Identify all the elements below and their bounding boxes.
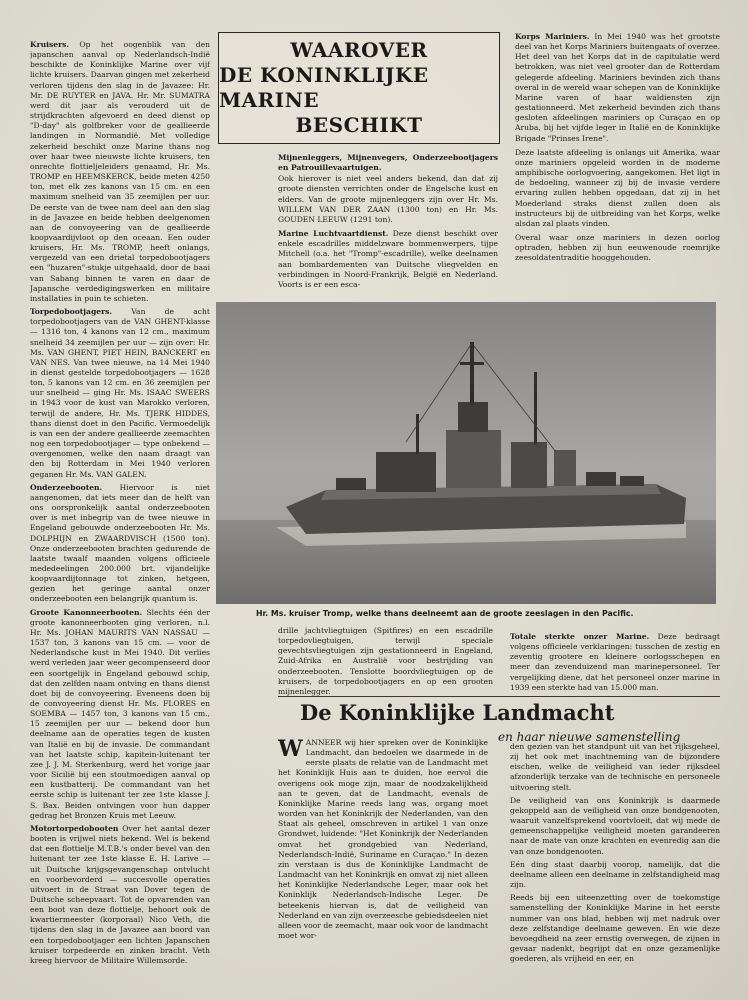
ship-photo [216,302,716,604]
heading-luchtvaartdienst: Marine Luchtvaartdienst. [278,229,389,239]
text-korps-para-2: Deze laatste afdeeling is onlangs uit Amerika, waar onze mariniers opgeleid worden in de moderne amphibische oorlogvoering, aangekomen. Het ligt in de bedoeling, wanneer zij bij de invasie verdere ervaring zullen hebben opgedaan, dat zij in het Moederland straks dienst zullen doen als instructeurs bij de uitbreiding van het Korps, welke alsdan zal plaats vinden. [515,147,720,228]
text-landmacht-para-5: Reeds bij een uiteenzetting over de toekomstige samenstelling der Koninklijke Marine in het eerste nummer van ons blad, hebben wij met nadruk over deze zelfstandige deelname geweven. En wie deze bevoegdheid na zeer ernstig overwegen, de zijnen in gevaar nadenkt, begrijpt dat en onze gezamenlijke goederen, als vrijheid en eer, en [510,893,720,964]
headline-line-2: DE KONINKLIJKE MARINE [219,63,429,112]
heading-motortorpedobooten: Motortorpedobooten [30,823,119,833]
heading-mijnenleggers: Mijnenleggers, Mijnenvegers, Onderzeebootjagers en Patrouillevaartuigen. [278,153,498,173]
column-marine-right-bottom [510,632,720,694]
text-totale-sterkte: Deze bedraagt volgens officieele verklaringen: tusschen de zestig en zeventig grootere en kleinere oorlogsschepen en meer dan zevenduizend man marinepersoneel. Ter vergelijking diene, dat het personeel onzer marine in 1939 een sterkte had van 15.000 man. [510,632,720,692]
heading-onderzeebooten: Onderzeebooten. [30,482,103,492]
heading-kruisers: Kruisers. [30,40,70,49]
column-marine-middle-bottom [278,626,493,698]
text-landmacht-para-3: De veiligheid van ons Koninkrijk is daarmede gekoppeld aan de veiligheid van onze bondgenooten, waaruit vanzelfsprekend voortvloeit, dat wij mede de gemeenschappelijke veiligheid moeten garandeeren naar de mate van onze krachten en evenredig aan die van onze bondgenooten. [510,795,720,856]
column-marine-middle-top [278,153,498,293]
headline-line-1: WAAROVER [290,38,428,62]
column-marine-left [30,40,210,995]
landmacht-headline: De Koninklijke Landmacht [300,700,615,725]
landmacht-subheadline: en haar nieuwe samenstelling [498,730,681,744]
main-headline-box [218,32,500,144]
text-kanonneerbooten: Slechts één der groote kanonneerbooten ging verloren, n.l. Hr. Ms. JOHAN MAURITS VAN NASSAU — 1537 ton, 3 kanons van 15 cm. — voor de Nederlandsche kust in Mei 1940. Dit verlies werd verleden jaar weer gecompenseerd door een soortgelijk in Engeland gebouwd schip, dat den zelfden naam ontving en thans dienst doet bij de convoyeering. Eveneens doen bij de convoyeering dienst Hr. Ms. FLORES en SOEMBA — 1457 ton, 3 kanons van 15 cm., 15 zeemijlen per uur — bekend door hun deelname aan de operaties tegen de kusten van Italië en bij de invasie. De commandant van het laatste schip, kapitein-luitenant ter zee J. J. M. Sterkenburg, werd het vorige jaar voor Sicilië bij een stoutmoedigen aanval op een kustbatterij. De commandant van het eerste schip is luitenant ter zee 1ste klasse J. S. Bax. Beiden ontvingen voor hun dapper gedrag het Bronzen Kruis met Leeuw. [30,607,210,820]
text-korps-para-3: Overal waar onze mariniers in dezen oorlog optraden, hebben zij hun eeuwenoude roemrijke zeesoldatentraditie hooggehouden. [515,232,720,263]
headline-line-3: BESCHIKT [295,113,423,137]
text-motortorpedobooten: Over het aantal dezer booten is vrijwel niets bekend. Wel is bekend dat een flottielje M.T.B.'s onder bevel van den luitenant ter zee 1ste klasse E. H. Larive — uit Duitsche krijgsgevangenschap ontvlucht en voorbevorderd — succesvolle operaties uitvoert in de Straat van Dover tegen de Duitsche scheepvaart. Tot de opvarenden van een boot van deze flottielje, behoort ook de kwartiermeester (korporaal) Nico Veth, die tijdens den slag in de Javazee aan boord van een torpedobootjager een lichten Japanschen kruiser torpedeerde en zinken bracht. Veth kreeg hiervoor de Militaire Willemsorde. [30,823,210,965]
text-mijnenleggers: Ook hierover is niet veel anders bekend, dan dat zij groote diensten verrichten onder de Engelsche kust en elders. Van de groote mijnenleggers zijn over Hr. Ms. WILLEM VAN DER ZAAN (1300 ton) en Hr. Ms. GOUDEN LEEUW (1291 ton). [278,174,498,224]
text-landmacht-para-1: ANNEER wij hier spreken over de Koninklijke Landmacht, dan bedoelen we daarmede in de eerste plaats de relatie van de Landmacht met het Koninklijk Huis aan te duiden, hoe eervol die overigens ook moge zijn, maar de noodzakelijkheid aan te geven, dat de Landmacht, evenals de Koninklijke Marine reeds lang was, organg moet worden van het Koninkrijk der Nederlanden, van den Staat als geheel, omschreven in artikel 1 van onze Grondwet, luidende: "Het Koninkrijk der Nederlanden omvat het grondgebied van Nederland, Nederlandsch-Indië, Suriname en Curaçao." In dezen zin verstaan is dus de Koninklijke Landmacht de Landmacht van het Koninkrijk en omvat zij niet alleen het Koninklijke Nederlandsche Leger, maar ook het Koninklijk Nederlandsch-Indische Leger. De beteekenis hiervan is, dat de veiligheid van Nederland en van zijn overzeesche gebiedsdeelen niet alleen voor de zeemacht, maar ook voor de landmacht moet wor- [278,738,488,940]
drop-cap: W [278,738,303,762]
text-onderzeebooten: Hiervoor is niet aangenomen, dat iets meer dan de helft van ons oorspronkelijk aantal onderzeebooten over is met inbegrip van de twee nieuwe in Engeland gebouwde onderzeebooten Hr. Ms. DOLPHIJN en ZWAARDVISCH (1500 ton). Onze onderzeebooten brachten gedurende de laatste twaalf maanden volgens officieele mededeelingen 200.000 brt. vijandelijke koopvaardijtonnage tot zinken, hetgeen, gezien het geringe aantal onzer onderzeebooten een belangrijk quantum is. [30,482,210,604]
text-torpedobootjagers: Van de acht torpedobootjagers van de VAN GHENT-klasse — 1316 ton, 4 kanons van 12 cm., maximum snelheid 34 zeemijlen per uur — zijn over: Hr. Ms. VAN GHENT, PIET HEIN, BANCKERT en VAN NES. Van twee nieuwe, na 14 Mei 1940 in dienst gestelde torpedobootjagers — 1628 ton, 5 kanons van 12 cm. en 36 zeemijlen per uur snelheid — ging Hr. Ms. ISAAC SWEERS in 1943 voor de kust van Marokko verloren, terwijl de andere, Hr. Ms. TJERK HIDDES, thans dienst doet in den Pacific. Vermoedelijk is van een der andere geallieerde zeemachten nog een torpedobootjager — type onbekend — overgenomen, welke den naam draagt van den bij Rotterdam in Mei 1940 verloren geganen Hr. Ms. VAN GALEN. [30,307,210,479]
text-luchtvaart-continued: drille jachtvliegtuigen (Spitfires) en een escadrille torpedovliegtuigen, terwijl speciale gevechtsvliegtuigen zijn gestationneerd in Engeland, Zuid-Afrika en Australië voor bestrijding van onderzeebooten. Tenslotte boordvliegtuigen op de kruisers, de torpedobootjagers en op een grooten mijnenlegger. [278,626,493,696]
heading-korps-mariniers: Korps Mariniers. [515,32,590,41]
text-landmacht-para-4: Eén ding staat daarbij voorop, namelijk, dat die deelname alleen een deelname in zelfstandigheid mag zijn. [510,859,720,890]
heading-torpedobootjagers: Torpedobootjagers. [30,307,113,317]
text-luchtvaartdienst: Deze dienst beschikt over enkele escadrilles middelzware bommenwerpers, tijpe Mitchell (o.a. het "Tromp"-escadrille), welke deelnamen aan bombardementen van Duitsche vliegvelden en verbindingen in Noord-Frankrijk, België en Nederland. Voorts is er een esca- [278,229,498,289]
section-divider [278,696,720,697]
heading-kanonneerbooten: Groote Kanonneerbooten. [30,607,143,617]
text-landmacht-para-2: den gezien van het standpunt uit van het rijksgeheel, zij het ook met inachtneming van de bijzondere eischen, welke de veiligheid van ieder rijksdeel afzonderlijk terzake van de technische en personeele uitvoering stelt. [510,742,720,792]
cruiser-tromp-illustration [216,302,716,604]
column-landmacht-left [278,738,488,1000]
text-kruisers: Op het oogenblik van den japanschen aanval op Nederlandsch-Indië beschikte de Koninklijke Marine over vijf lichte kruisers. Daarvan gingen met zekerheid verloren tijdens den slag in de Javazee: Hr. Mr. DE RUYTER en JAVA. Hr. Mr. SUMATRA werd dit jaar als verouderd uit de strijdkrachten afgevoerd en deed dienst op "D-day" als golfbreker voor de geallieerde landingen in Normandië. Met volledige zekerheid beschikt onze Marine thans nog over haar twee nieuwste lichte kruisers, ten onrechte flottieljeleiders genaamd, Hr. Ms. TROMP en HEEMSKERCK, beide meten 4250 ton, met elk zes kanons van 15 cm. en een maximum snelheid van 35 zeemijlen per uur. De eerste van de twee nam deel aan den slag in de Javazee en beide hebben deelgenomen aan de convoyeering van de geallieerde koopvaardijvloot op den oceaan. Een ouder kruisers, Hr. Ms. TROMP, heeft onlangs, vergezeld van een drietal torpedobootjagers een "huzaren"-stukje uitgehaald, door de baai van Sabang binnen te varen en daar de Japansche verdedigingswerken en militaire installaties in puin te schieten. [30,40,210,303]
text-korps-mariniers: In Mei 1940 was het grootste deel van het Korps Mariniers buitengaats of overzee. Het deel van het Korps dat in de capitulatie werd betrokken, was niet veel grooter dan de Rotterdam gelegerde afdeeling. Mariniers bevinden zich thans overal in de wereld waar schepen van de Koninklijke Marine varen of haar waldiensten zijn gestationneerd. Met zekerheid bevinden zich thans gesloten afdeelingen mariniers op Curaçao en op Aruba, bij het vijfde leger in Italië en de Koninklijke Brigade "Prinses Irene". [515,32,720,143]
column-landmacht-right [510,742,720,1000]
heading-totale-sterkte: Totale sterkte onzer Marine. [510,632,650,641]
photo-caption: Hr. Ms. kruiser Tromp, welke thans deelneemt aan de groote zeeslagen in den Pacific. [256,609,634,618]
column-marine-right-top [515,32,720,294]
